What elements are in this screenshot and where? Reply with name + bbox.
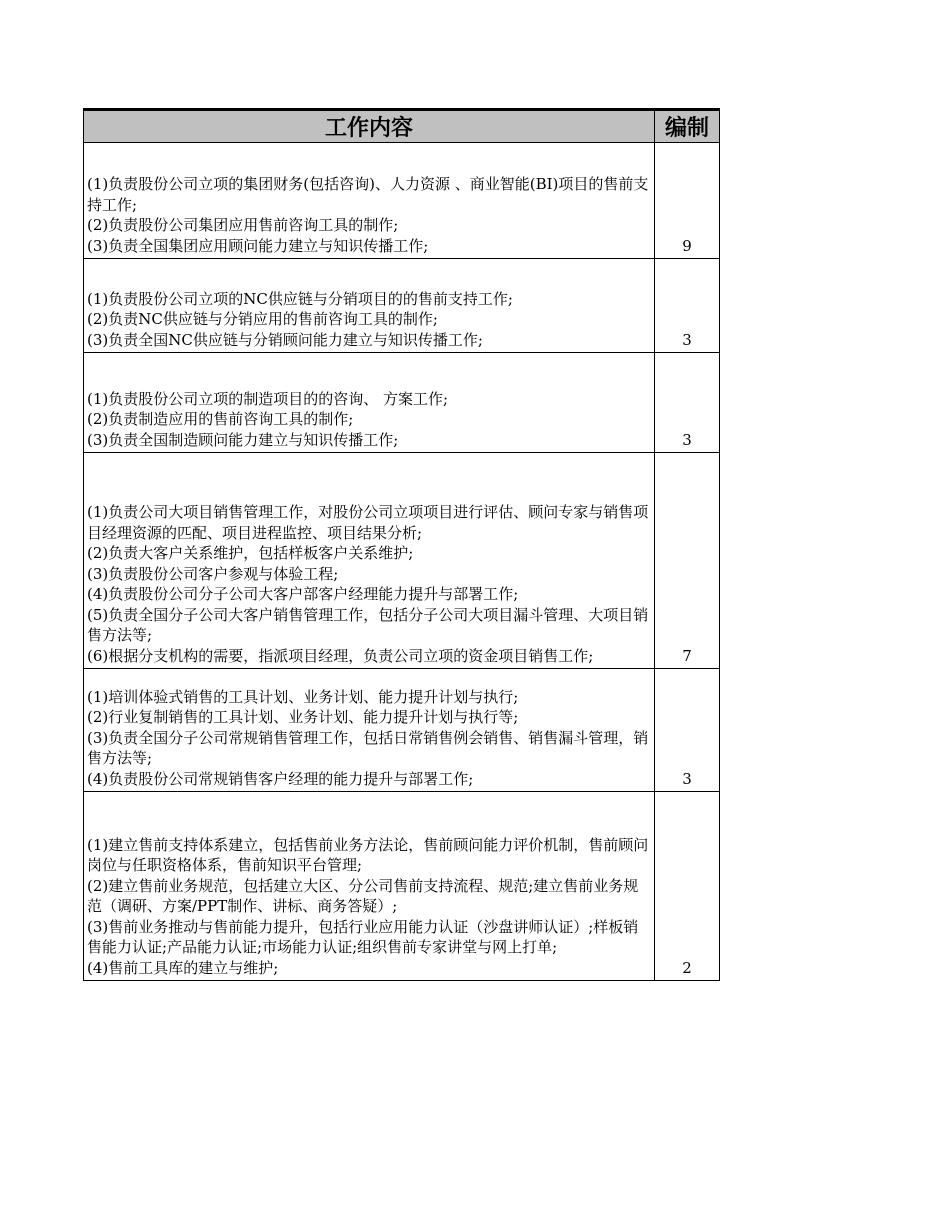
work-content-cell [84, 353, 655, 453]
table-row [84, 792, 720, 981]
duty-line: (1)建立售前支持体系建立，包括售前业务方法论，售前顾问能力评价机制，售前顾问岗位与任职资格体系，售前知识平台管理; [87, 835, 649, 874]
duty-line: (2)负责股份公司集团应用售前咨询工具的制作; [87, 216, 399, 234]
table-row [84, 669, 720, 792]
headcount-cell: 9 [655, 143, 720, 259]
duty-line: (3)负责全国分子公司常规销售管理工作，包括日常销售例会销售、销售漏斗管理，销售方法等; [87, 728, 649, 767]
duty-line: (1)负责股份公司立项的集团财务(包括咨询)、人力资源 、商业智能(BI)项目的售前支持工作; [87, 175, 649, 214]
headcount-cell: 7 [655, 453, 720, 669]
work-content-cell [84, 792, 655, 981]
duty-line: (3)负责全国集团应用顾问能力建立与知识传播工作; [87, 236, 429, 255]
duty-line: (1)负责股份公司立项的NC供应链与分销项目的的售前支持工作; [87, 289, 513, 308]
duty-line: (4)售前工具库的建立与维护; [87, 958, 279, 977]
duty-line: (1)培训体验式销售的工具计划、业务计划、能力提升计划与执行; [87, 687, 519, 706]
duty-line: (3)售前业务推动与售前能力提升，包括行业应用能力认证（沙盘讲师认证）;样板销售能力认证;产品能力认证;市场能力认证;组织售前专家讲堂与网上打单; [87, 917, 639, 956]
table-row [84, 453, 720, 669]
duty-table [83, 108, 720, 981]
duty-line: (2)负责NC供应链与分销应用的售前咨询工具的制作; [87, 310, 438, 328]
header-row [84, 110, 720, 143]
duty-line: (4)负责股份公司分子公司大客户部客户经理能力提升与部署工作; [87, 585, 519, 603]
duty-line: (1)负责公司大项目销售管理工作，对股份公司立项项目进行评估、顾问专家与销售项目经理资源的匹配、项目进程监控、项目结果分析; [87, 503, 649, 542]
duty-table-sheet [83, 108, 719, 981]
duty-line: (4)负责股份公司常规销售客户经理的能力提升与部署工作; [87, 769, 474, 788]
work-content-cell [84, 259, 655, 353]
headcount-cell: 3 [655, 669, 720, 792]
duty-line: (1)负责股份公司立项的制造项目的的咨询、 方案工作; [87, 389, 449, 408]
duty-line: (3)负责全国NC供应链与分销顾问能力建立与知识传播工作; [87, 330, 483, 349]
work-content-cell [84, 669, 655, 792]
table-row [84, 143, 720, 259]
duty-line: (2)建立售前业务规范，包括建立大区、分公司售前支持流程、规范;建立售前业务规范（调研、方案/PPT制作、讲标、商务答疑）; [87, 876, 639, 915]
duty-line: (6)根据分支机构的需要，指派项目经理，负责公司立项的资金项目销售工作; [87, 646, 594, 665]
headcount-cell: 3 [655, 259, 720, 353]
duty-line: (3)负责全国制造顾问能力建立与知识传播工作; [87, 430, 399, 449]
duty-line: (2)负责制造应用的售前咨询工具的制作; [87, 410, 354, 428]
duty-line: (2)负责大客户关系维护，包括样板客户关系维护; [87, 544, 414, 562]
work-content-cell [84, 453, 655, 669]
table-row [84, 259, 720, 353]
header-headcount: 编制 [655, 110, 720, 143]
duty-line: (5)负责全国分子公司大客户销售管理工作，包括分子公司大项目漏斗管理、大项目销售方法等; [87, 605, 649, 644]
duty-line: (3)负责股份公司客户参观与体验工程; [87, 564, 339, 583]
duty-line: (2)行业复制销售的工具计划、业务计划、能力提升计划与执行等; [87, 708, 519, 726]
header-work-content: 工作内容 [84, 110, 655, 143]
table-row [84, 353, 720, 453]
headcount-cell: 3 [655, 353, 720, 453]
headcount-cell: 2 [655, 792, 720, 981]
work-content-cell [84, 143, 655, 259]
